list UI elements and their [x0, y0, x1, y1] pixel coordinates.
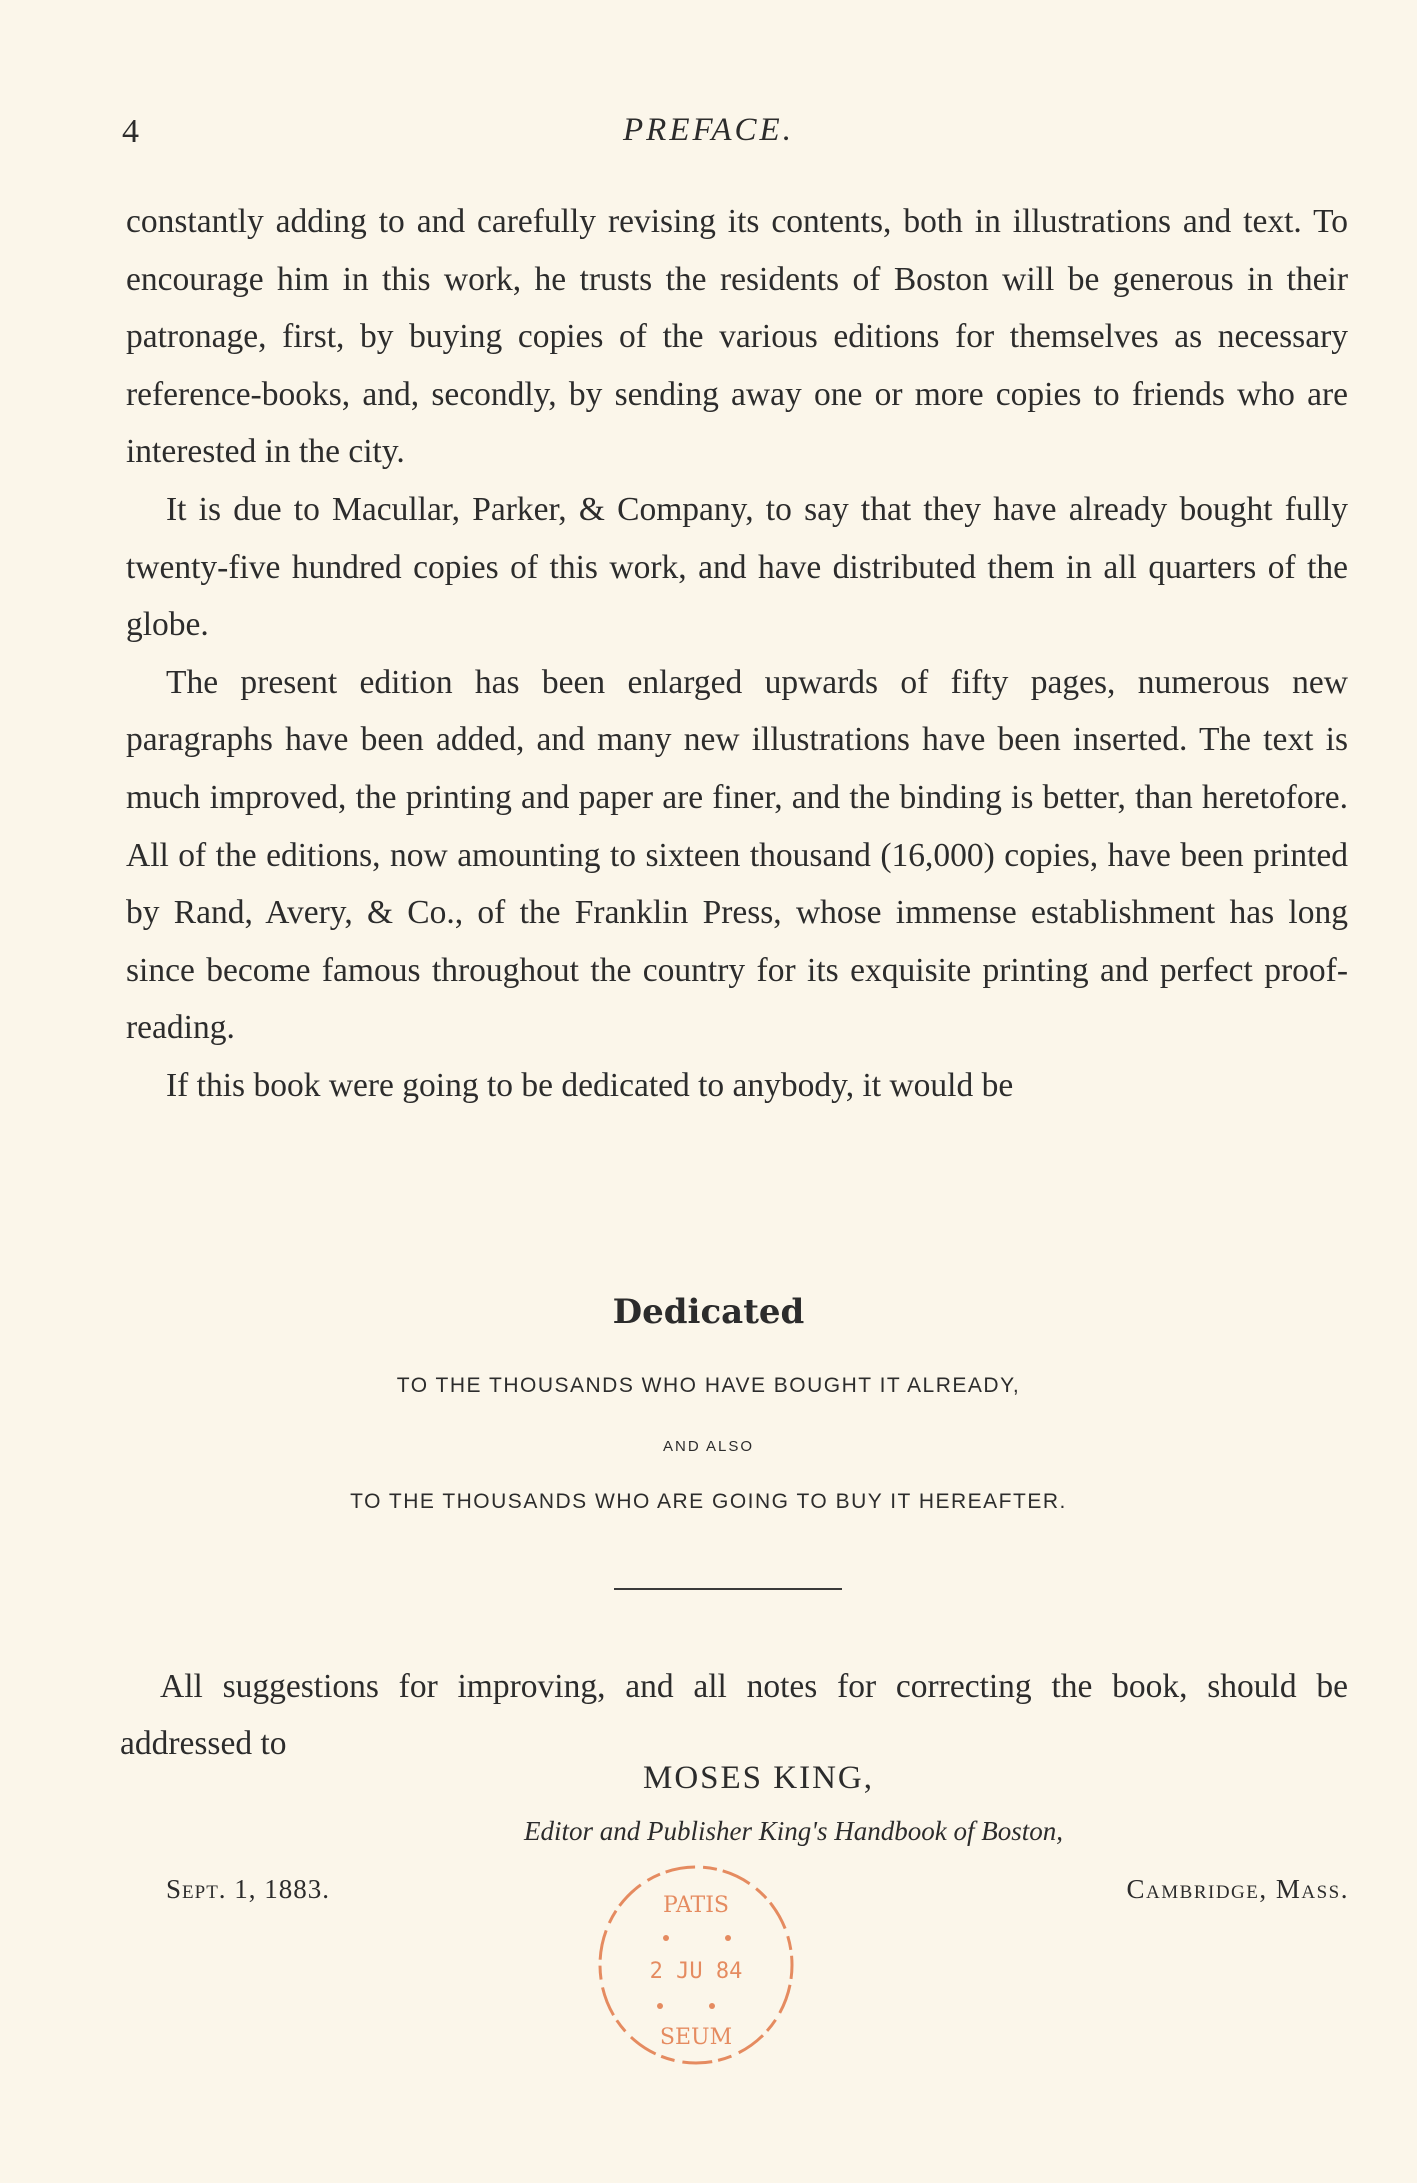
dedication-and-also: AND ALSO [662, 1438, 755, 1455]
dedication-line-2: TO THE THOUSANDS WHO ARE GOING TO BUY IT HEREAFTER. [350, 1490, 1067, 1513]
stamp-text-middle: 2 JU 84 [649, 1959, 743, 1984]
dedication-line-1: TO THE THOUSANDS WHO HAVE BOUGHT IT ALREADY, [396, 1374, 1021, 1397]
paragraph: constantly adding to and carefully revising its contents, both in illustrations and text. To encourage him in this work, he trusts the residents of Boston will be generous in their patronage, first, by buying copies of the various editions for themselves as necessary reference-books, and, secondly, by sending away one or more copies to friends who are interested in the city. [126, 203, 1348, 471]
stamp-text-bottom: SEUM [659, 2025, 733, 2050]
paragraph: If this book were going to be dedicated to anybody, it would be [166, 1066, 1014, 1104]
paragraph: The present edition has been enlarged upwards of fifty pages, numerous new paragraphs have been added, and many new illustrations have been inserted. The text is much improved, the printing and paper are finer, and the binding is better, than heretofore. All of the editions, now amounting to sixteen thousand (16,000) copies, have been printed by Rand, Avery, & Co., of the Franklin Press, whose immense establishment has long since become famous throughout the country for its exquisite printing and perfect proof-reading. [126, 663, 1348, 1047]
signature-date: Sept. 1, 1883. [166, 1874, 331, 1904]
suggestions-paragraph: All suggestions for improving, and all notes for correcting the book, should be addressed to [120, 1668, 1348, 1762]
signature-name: MOSES KING, [642, 1760, 875, 1796]
stamp-text-top: PATIS [663, 1893, 729, 1918]
page-number: 4 [122, 113, 139, 150]
paragraph: It is due to Macullar, Parker, & Company, to say that they have already bought fully twenty-five hundred copies of this work, and have distributed them in all quarters of the globe. [126, 490, 1348, 644]
library-stamp-icon [588, 1858, 804, 2072]
section-divider [614, 1588, 842, 1590]
signature-title: Editor and Publisher King's Handbook of Boston, [524, 1816, 1064, 1846]
suggestions-text [120, 1658, 1348, 1772]
running-head: PREFACE. [623, 112, 794, 148]
dedication-heading: Dedicated [612, 1292, 805, 1332]
body-text [126, 193, 1348, 1115]
signature-place: Cambridge, Mass. [1126, 1874, 1349, 1904]
